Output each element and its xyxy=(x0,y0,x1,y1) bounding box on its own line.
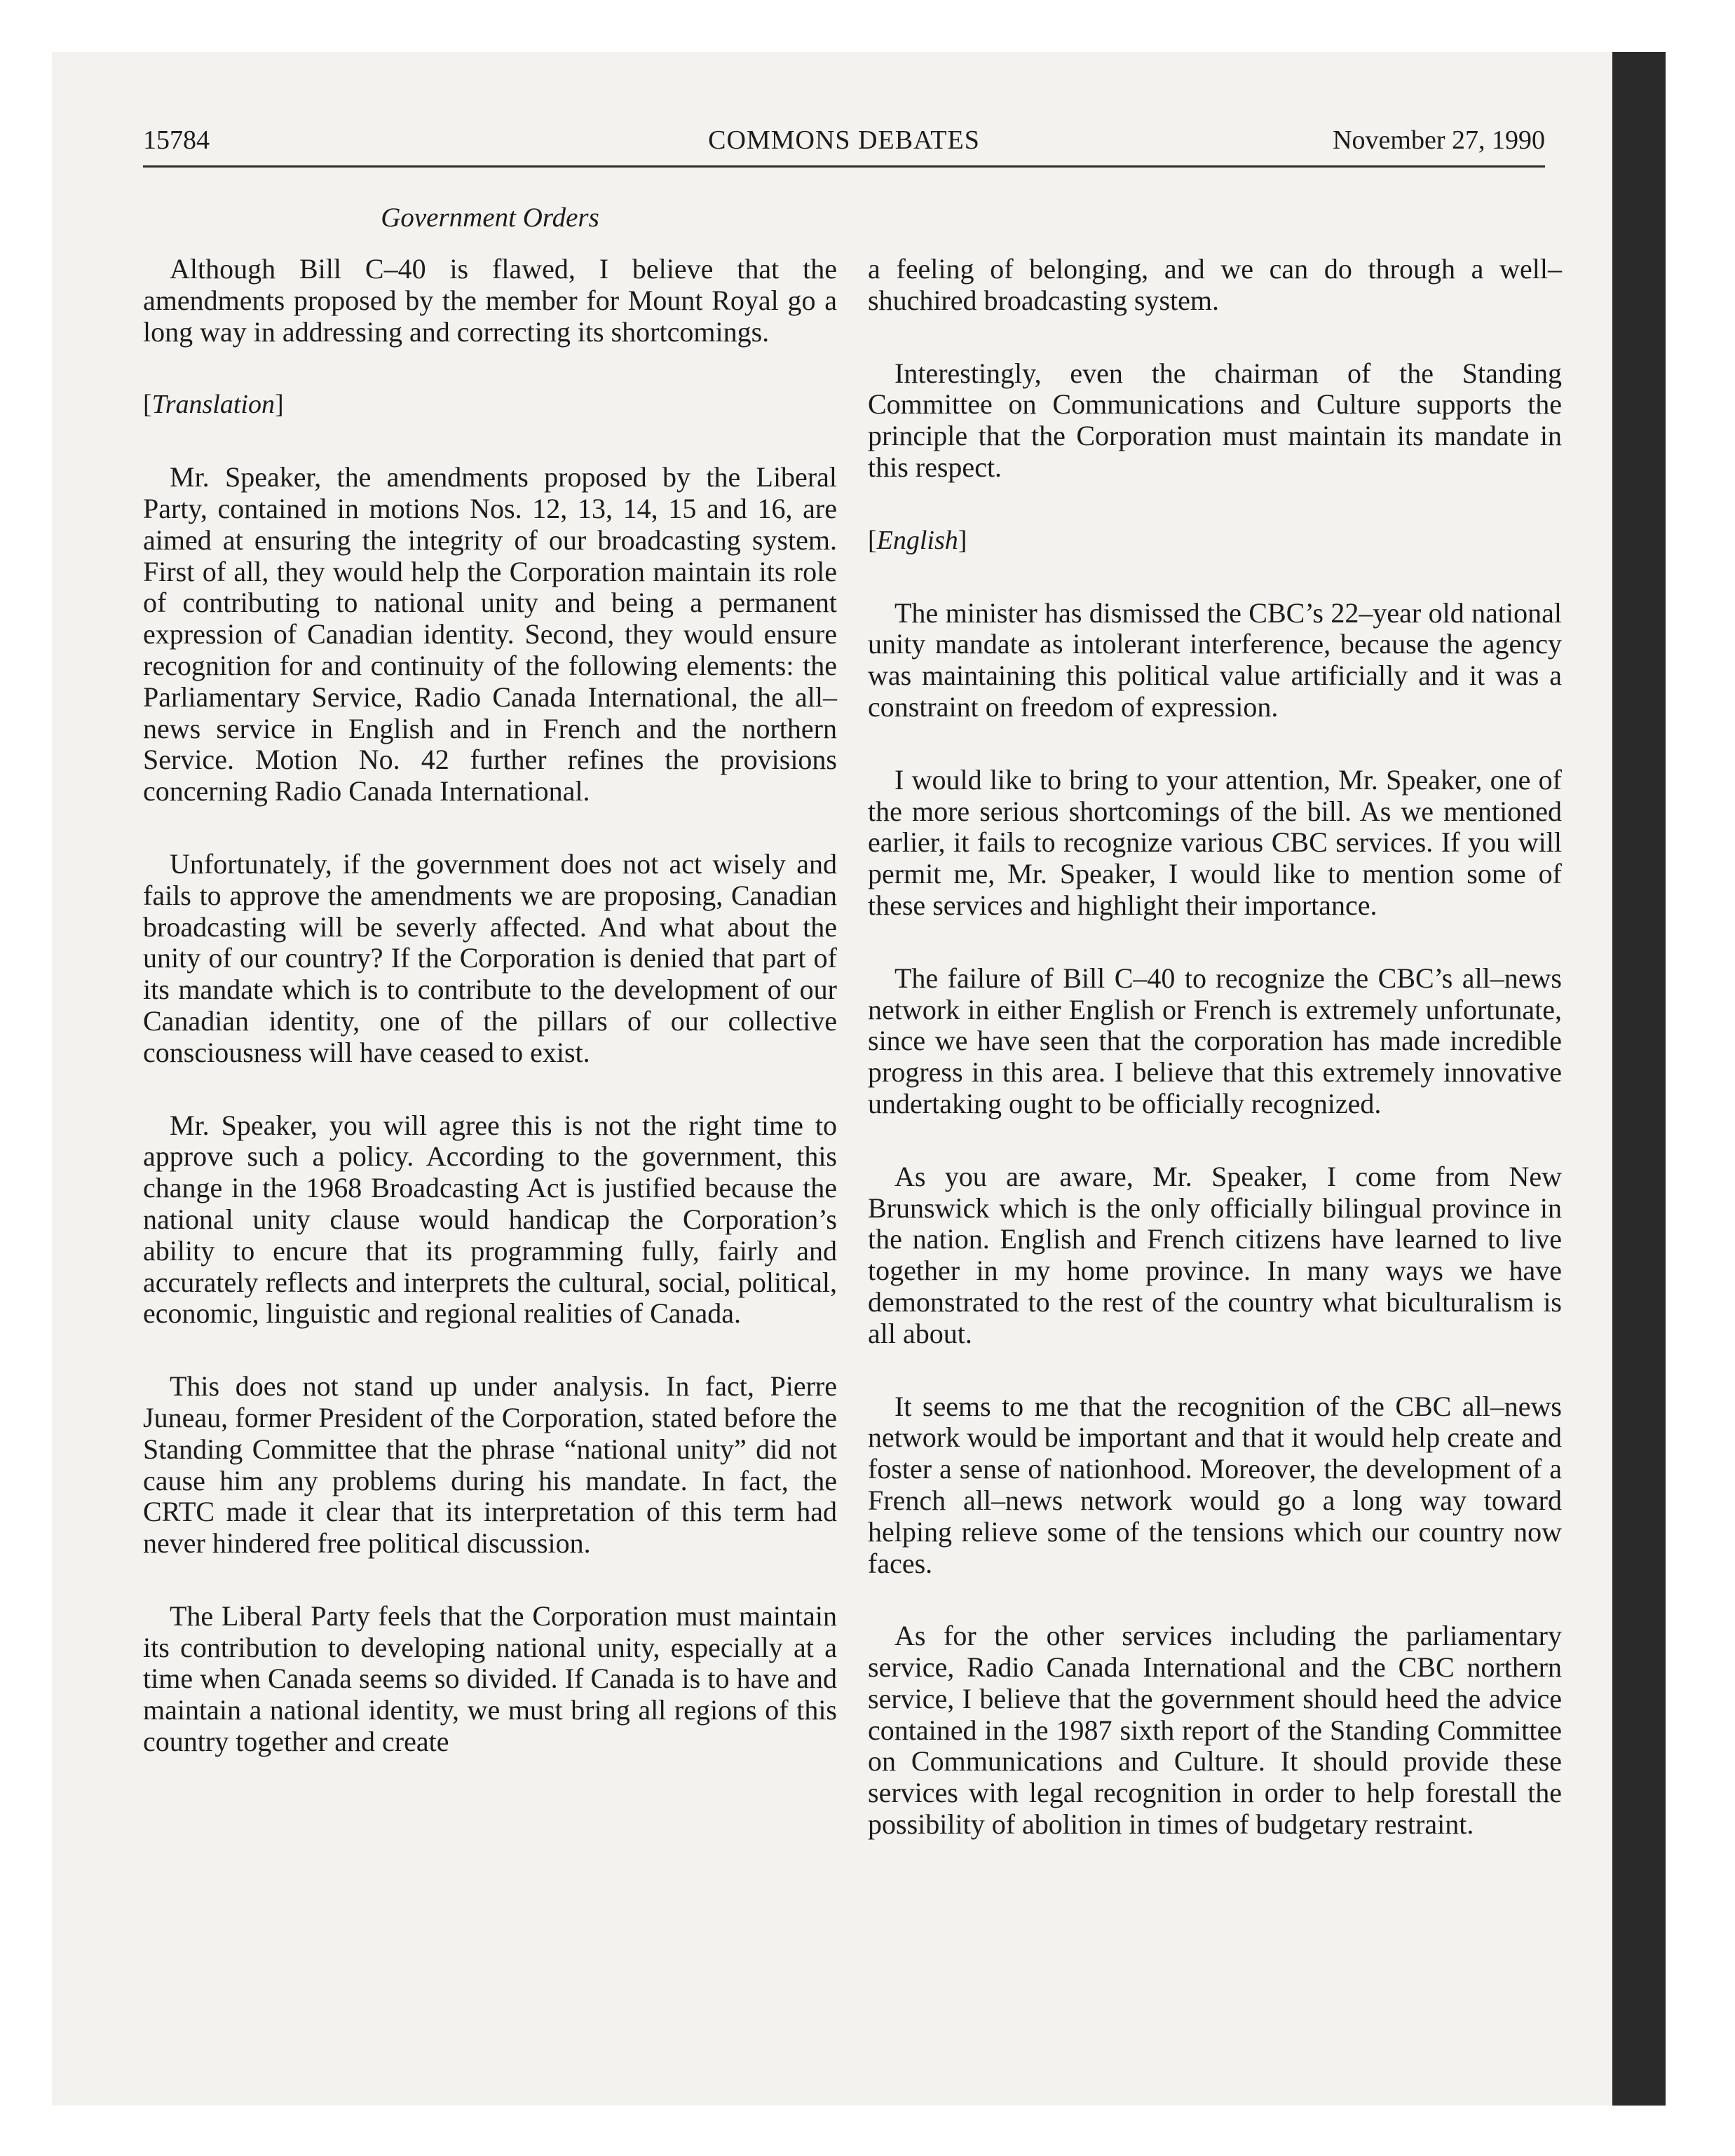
section-title: Government Orders xyxy=(381,203,599,233)
language-tag: [Translation] xyxy=(143,390,284,420)
paragraph: As you are aware, Mr. Speaker, I come from New Brunswick which is the only officially bilingual province in the nation. English and French citizens have learned to live together in my home province. In many ways we have demonstrated to the rest of the country what biculturalism is all about. xyxy=(868,1160,1562,1349)
paragraph: The Liberal Party feels that the Corporation must maintain its contribution to developing national unity, especially at a time when Canada seems so divided. If Canada is to have and maintain a national identity, we must bring all regions of this country together and create xyxy=(143,1599,837,1758)
paragraph: Mr. Speaker, the amendments proposed by the Liberal Party, contained in motions Nos. 12, 13, 14, 15 and 16, are aimed at ensuring the integrity of our broadcasting system. First of all, they would help the Corporation maintain its role of contributing to national unity and being a permanent expression of Canadian identity. Second, they would ensure recognition for and continuity of the following elements: the Parliamentary Service, Radio Canada International, the all–news service in English and in French and the northern Service. Motion No. 42 further refines the provisions concerning Radio Canada International. xyxy=(143,461,837,807)
scan-edge-shadow xyxy=(1612,52,1666,2106)
paragraph: As for the other services including the parliamentary service, Radio Canada International and the CBC northern service, I believe that the government should heed the advice contained in the 1987 sixth report of the Standing Committee on Communications and Culture. It should provide these services with legal recognition in order to help forestall the possibility of abolition in times of budgetary restraint. xyxy=(868,1620,1562,1841)
publication-date: November 27, 1990 xyxy=(1333,125,1545,155)
paragraph: Unfortunately, if the government does not act wisely and fails to approve the amendments we are proposing, Canadian broadcasting will be severly affected. And what about the unity of our country? If the Corporation is denied that part of its mandate which is to contribute to the development of our Canadian identity, one of the pillars of our collective consciousness will have ceased to exist. xyxy=(143,847,837,1068)
page-number: 15784 xyxy=(143,125,210,155)
paragraph: It seems to me that the recognition of the CBC all–news network would be important and that it would help create and foster a sense of nationhood. Moreover, the development of a French all–news network would go a long way toward helping relieve some of the tensions which our country now faces. xyxy=(868,1390,1562,1579)
language-tag-text: Translation xyxy=(151,390,275,420)
right-column xyxy=(868,254,1562,1882)
paragraph: The failure of Bill C–40 to recognize the CBC’s all–news network in either English or French is extremely unfortunate, since we have seen that the corporation has made incredible progress in this area. I believe that this extremely innovative undertaking ought to be officially recognized. xyxy=(868,962,1562,1119)
page-header xyxy=(143,125,1545,167)
left-column xyxy=(143,254,837,1799)
publication-title: COMMONS DEBATES xyxy=(708,125,980,155)
paragraph: Mr. Speaker, you will agree this is not the right time to approve such a policy. According to the government, this change in the 1968 Broadcasting Act is justified because the national unity clause would handicap the Corporation’s ability to encure that its programming fully, fairly and accurately reflects and interprets the cultural, social, political, economic, linguistic and regional realities of Canada. xyxy=(143,1109,837,1330)
paragraph: Although Bill C–40 is flawed, I believe that the amendments proposed by the member for Mount Royal go a long way in addressing and correcting its shortcomings. xyxy=(143,253,837,348)
paragraph: The minister has dismissed the CBC’s 22–year old national unity mandate as intolerant interference, because the agency was maintaining this political value artificially and it was a constraint on freedom of expression. xyxy=(868,596,1562,723)
paragraph: a feeling of belonging, and we can do through a well–shuchired broadcasting system. xyxy=(868,253,1562,316)
paragraph: I would like to bring to your attention, Mr. Speaker, one of the more serious shortcomings of the bill. As we mentioned earlier, it fails to recognize various CBC services. If you will permit me, Mr. Speaker, I would like to mention some of these services and highlight their importance. xyxy=(868,763,1562,921)
language-tag: [English] xyxy=(868,525,967,555)
header-rule xyxy=(143,165,1545,168)
language-tag-text: English xyxy=(876,525,958,555)
paragraph: Interestingly, even the chairman of the Standing Committee on Communications and Culture supports the principle that the Corporation must maintain its mandate in this respect. xyxy=(868,357,1562,483)
paragraph: This does not stand up under analysis. In fact, Pierre Juneau, former President of the Corporation, stated before the Standing Committee that the phrase “national unity” did not cause him any problems during his mandate. In fact, the CRTC made it clear that its interpretation of this term had never hindered free political discussion. xyxy=(143,1370,837,1560)
